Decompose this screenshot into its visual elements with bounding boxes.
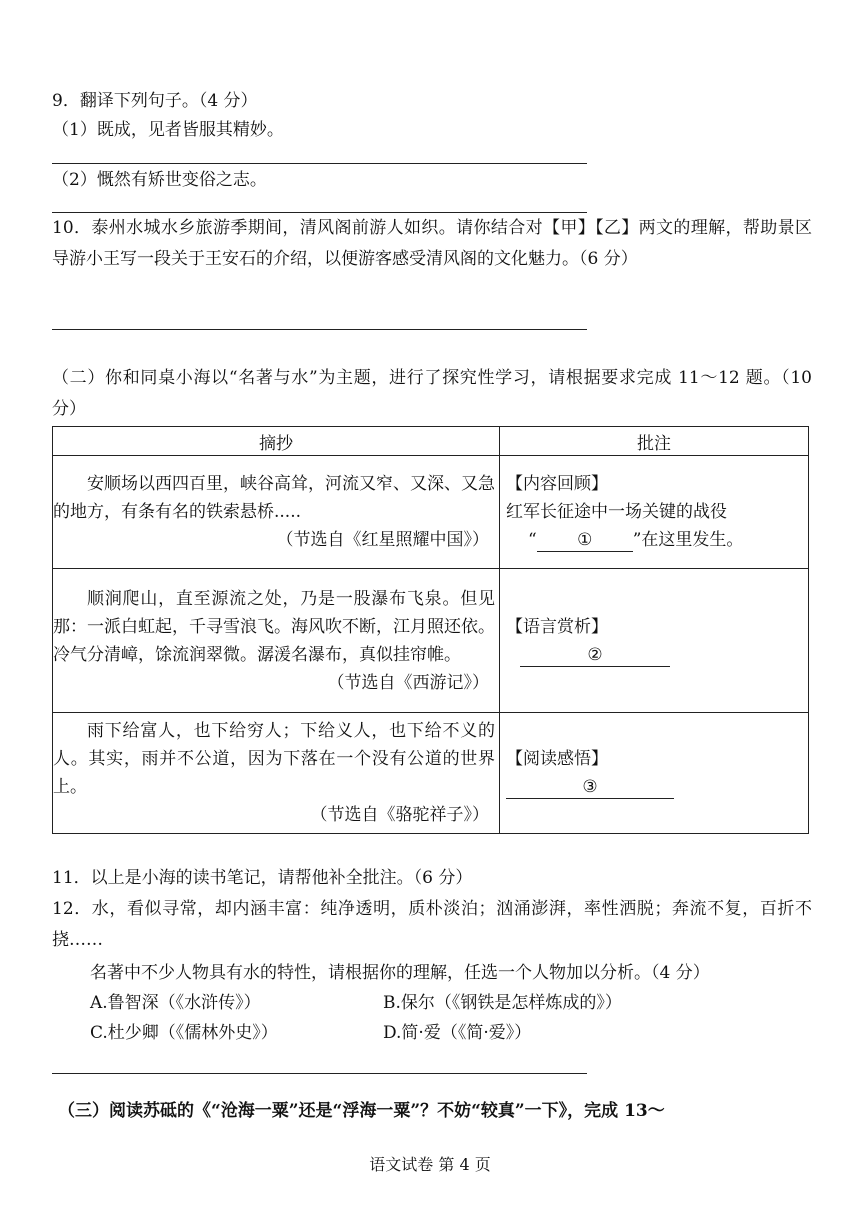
q9-title: 9．翻译下列句子。（4 分） xyxy=(52,91,258,111)
annotation-title: 【内容回顾】 xyxy=(506,474,608,494)
page-footer: 语文试卷 第 4 页 xyxy=(369,1155,491,1174)
blank-3[interactable]: ③ xyxy=(506,776,674,799)
table-row xyxy=(53,569,809,713)
q10-text: 10．泰州水城水乡旅游季期间，清风阁前游人如织。请你结合对【甲】【乙】两文的理解，帮助景区导游小王写一段关于王安石的介绍，以便游客感受清风阁的文化魅力。（6 分） xyxy=(52,218,812,269)
q9-sentence-1: （1）既成，见者皆服其精妙。 xyxy=(52,120,284,140)
annotation-fill-line xyxy=(506,641,804,669)
q12-answer-line[interactable] xyxy=(52,1073,587,1074)
q11-text: 11．以上是小海的读书笔记，请帮他补全批注。（6 分） xyxy=(52,868,473,888)
excerpt-cell xyxy=(53,569,500,713)
excerpt-text: 安顺场以西四百里，峡谷高耸，河流又窄、又深、又急的地方，有条有名的铁索悬桥..... xyxy=(53,474,495,522)
annotation-title: 【阅读感悟】 xyxy=(506,749,608,769)
q12-text: 12．水，看似寻常，却内涵丰富：纯净透明，质朴淡泊；汹涌澎湃，率性洒脱；奔流不复，百折不挠…… xyxy=(52,899,812,950)
excerpt-source: （节选自《骆驼祥子》） xyxy=(310,805,489,825)
q12-option-c[interactable]: C.杜少卿（《儒林外史》） xyxy=(90,1023,278,1043)
q12-option-d[interactable]: D.简·爱（《简·爱》） xyxy=(383,1023,532,1043)
excerpt-cell xyxy=(53,713,500,834)
q9-sentence-2: （2）慨然有矫世变俗之志。 xyxy=(52,170,267,190)
excerpt-source: （节选自《红星照耀中国》） xyxy=(276,530,489,550)
annotation-title: 【语言赏析】 xyxy=(506,616,608,637)
excerpt-source: （节选自《西游记》） xyxy=(327,672,489,693)
table-header-row xyxy=(53,427,809,456)
q12-option-a[interactable]: A.鲁智深（《水浒传》） xyxy=(90,993,261,1013)
quote-close: ”在这里发生。 xyxy=(632,530,744,550)
blank-1[interactable]: ① xyxy=(537,529,633,552)
q10-answer-line[interactable] xyxy=(52,329,587,330)
annotation-fill-line xyxy=(506,526,804,554)
excerpt-text: 雨下给富人，也下给穷人；下给义人，也下给不义的人。其实，雨并不公道，因为下落在一个没有公道的世界上。 xyxy=(53,721,495,797)
q9-answer-line-1[interactable] xyxy=(52,163,587,164)
table-row xyxy=(53,713,809,834)
quote-open: “ xyxy=(528,530,537,550)
q12-option-b[interactable]: B.保尔（《钢铁是怎样炼成的》） xyxy=(383,993,622,1013)
annotation-cell xyxy=(500,713,809,834)
annotation-fill-line xyxy=(506,773,804,801)
q12-prompt: 名著中不少人物具有水的特性，请根据你的理解，任选一个人物加以分析。（4 分） xyxy=(90,963,710,983)
section2-intro: （二）你和同桌小海以“名著与水”为主题，进行了探究性学习，请根据要求完成 11～12 题。（10 分） xyxy=(52,368,812,419)
reading-notes-table xyxy=(52,426,809,834)
annotation-cell xyxy=(500,569,809,713)
annotation-text: 红军长征途中一场关键的战役 xyxy=(506,502,727,522)
header-annotation: 批注 xyxy=(500,427,809,456)
blank-2[interactable]: ② xyxy=(520,644,670,667)
section3-intro: （三）阅读苏砥的《“沧海一粟”还是“浮海一粟”？不妨“较真”一下》，完成 13～ xyxy=(58,1101,665,1121)
excerpt-text: 顺涧爬山，直至源流之处，乃是一股瀑布飞泉。但见那：一派白虹起，千寻雪浪飞。海风吹不断，江月照还依。冷气分清嶂，馀流润翠微。潺湲名瀑布，真似挂帘帷。 xyxy=(53,588,495,665)
header-excerpt: 摘抄 xyxy=(53,427,500,456)
table-row xyxy=(53,456,809,569)
excerpt-cell xyxy=(53,456,500,569)
annotation-cell xyxy=(500,456,809,569)
